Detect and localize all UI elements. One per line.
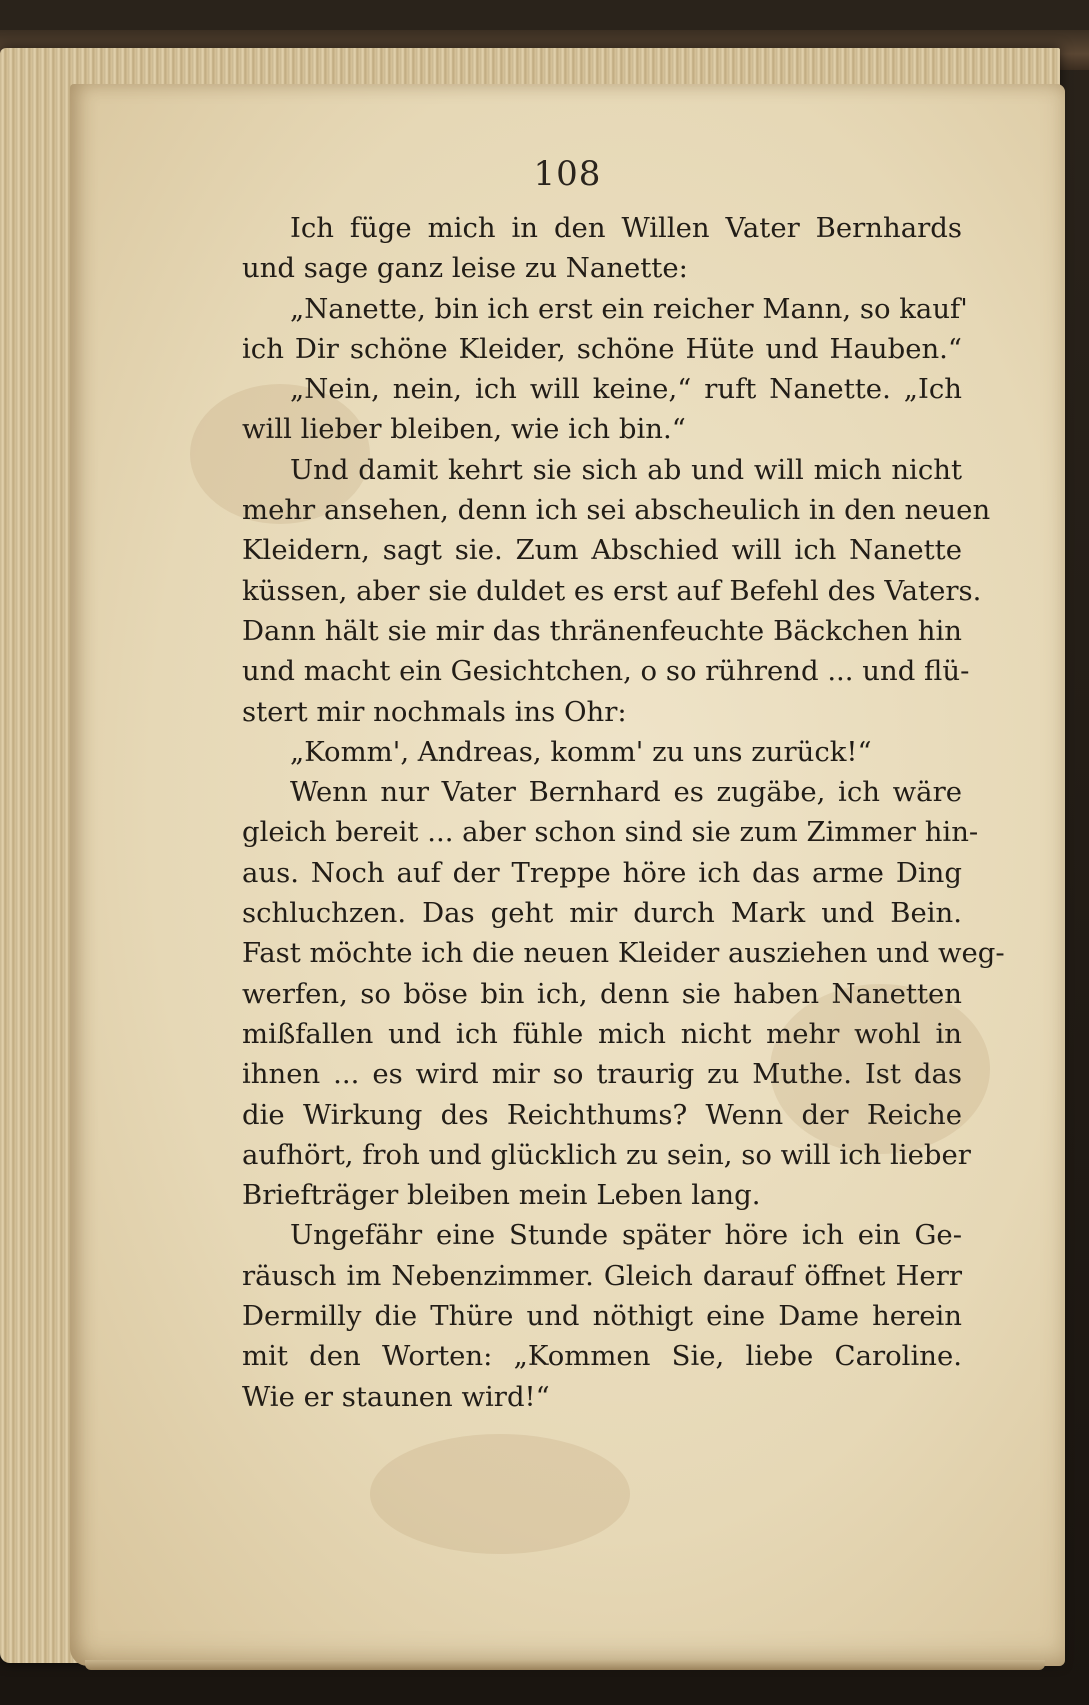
text-line: mehr ansehen, denn ich sei abscheulich in den neuen [242, 494, 991, 527]
text-line: will lieber bleiben, wie ich bin.“ [242, 413, 686, 446]
text-line: die Wirkung des Reichthums? Wenn der Reiche [242, 1098, 962, 1131]
text-line: „Komm', Andreas, komm' zu uns zurück!“ [290, 735, 872, 768]
text-line: ihnen ... es wird mir so traurig zu Muthe. Ist das [242, 1058, 962, 1091]
text-line: Fast möchte ich die neuen Kleider ausziehen und weg- [242, 937, 1005, 970]
text-line: gleich bereit ... aber schon sind sie zum Zimmer hin- [242, 816, 979, 849]
text-line: stert mir nochmals ins Ohr: [242, 695, 627, 728]
text-line: küssen, aber sie duldet es erst auf Befehl des Vaters. [242, 574, 982, 607]
text-line: Ungefähr eine Stunde später höre ich ein Ge- [290, 1219, 962, 1252]
text-line: Briefträger bleiben mein Leben lang. [242, 1179, 761, 1212]
text-line: Dermilly die Thüre und nöthigt eine Dame herein [242, 1300, 962, 1333]
text-line: mißfallen und ich fühle mich nicht mehr wohl in [242, 1017, 962, 1050]
page-number: 108 [533, 154, 602, 194]
text-line: Wenn nur Vater Bernhard es zugäbe, ich wäre [290, 776, 962, 809]
text-line: und macht ein Gesichtchen, o so rührend ... und flü- [242, 655, 970, 688]
text-line: und sage ganz leise zu Nanette: [242, 252, 688, 285]
text-line: aus. Noch auf der Treppe höre ich das arme Ding [242, 856, 962, 889]
body-text [242, 208, 1005, 1417]
text-line: „Nanette, bin ich erst ein reicher Mann, so kauf' [290, 292, 968, 325]
text-line: „Nein, nein, ich will keine,“ ruft Nanette. „Ich [290, 373, 962, 406]
text-line: räusch im Nebenzimmer. Gleich darauf öffnet Herr [242, 1259, 962, 1292]
page-bottom-edge [85, 1660, 1045, 1670]
text-line: aufhört, froh und glücklich zu sein, so will ich lieber [242, 1138, 971, 1171]
paper-stain [370, 1434, 630, 1554]
text-line: Kleidern, sagt sie. Zum Abschied will ich Nanette [242, 534, 962, 567]
text-line: Dann hält sie mir das thränenfeuchte Bäckchen hin [242, 614, 962, 647]
book-page [70, 84, 1065, 1666]
text-line: werfen, so böse bin ich, denn sie haben Nanetten [242, 977, 962, 1010]
text-line: Und damit kehrt sie sich ab und will mich nicht [290, 453, 962, 486]
text-line: mit den Worten: „Kommen Sie, liebe Caroline. [242, 1340, 962, 1373]
text-line: ich Dir schöne Kleider, schöne Hüte und Hauben.“ [242, 332, 962, 365]
text-line: Wie er staunen wird!“ [242, 1380, 550, 1413]
text-line: Ich füge mich in den Willen Vater Bernhards [290, 212, 962, 244]
text-line: schluchzen. Das geht mir durch Mark und Bein. [242, 897, 962, 930]
